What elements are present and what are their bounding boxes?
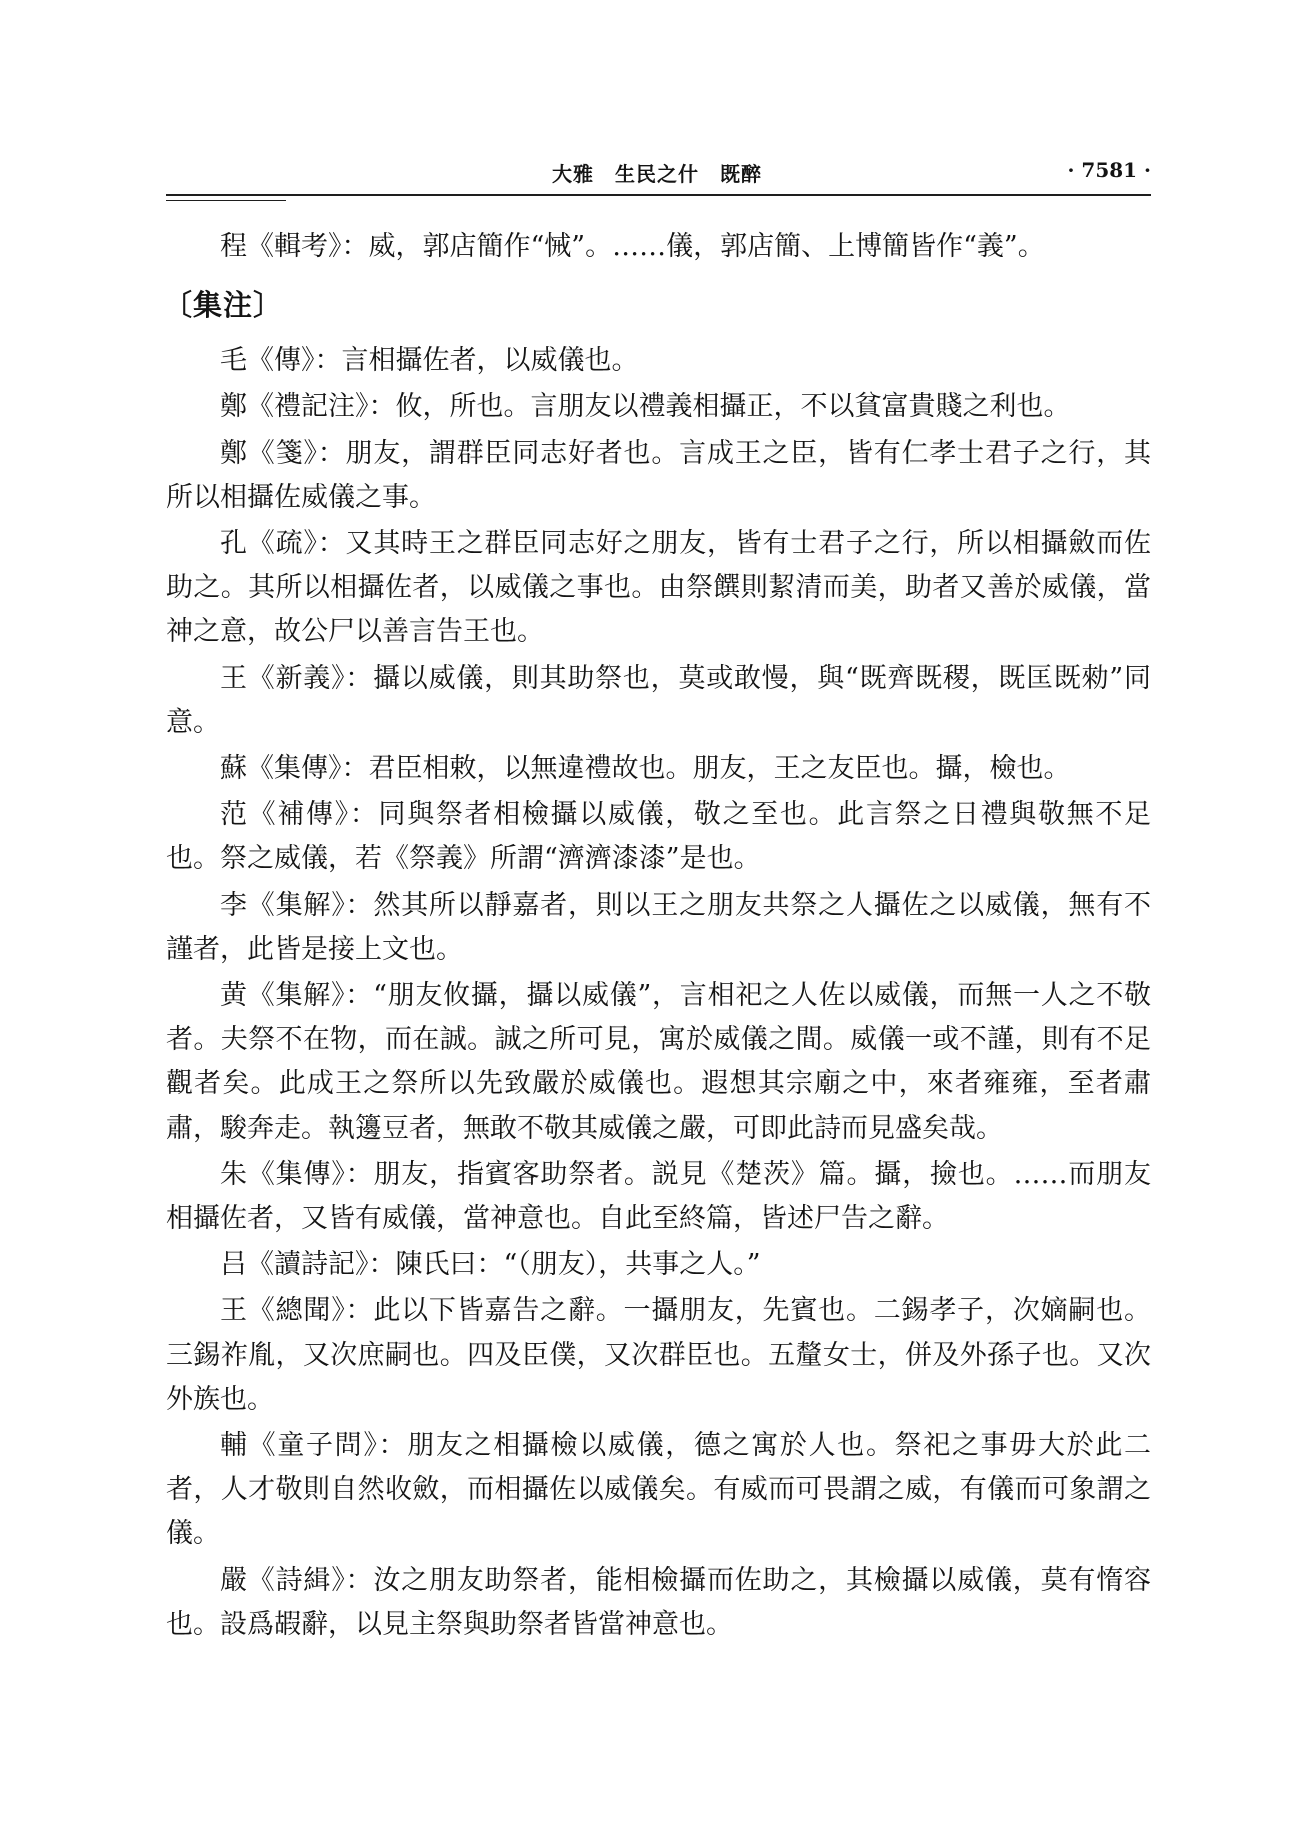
running-header-title: 大雅 生民之什 既醉 [552,162,762,186]
section-heading: 〔集注〕 [163,288,284,323]
intro-paragraph: 程《輯考》：威，郭店簡作“悈”。……儀，郭店簡、上博簡皆作“義”。 [220,231,1045,262]
commentary-paragraph-lv-dushiji: 吕《讀詩記》：陳氏曰：“（朋友），共事之人。” [220,1249,761,1281]
commentary-paragraph-fan-buzhuan: 范《補傳》：同與祭者相檢攝以威儀，敬之至也。此言祭之日禮與敬無不足也。祭之威儀，若《祭義》所謂“濟濟漆漆”是也。 [166,799,1151,875]
commentary-paragraph-yan-shiji: 嚴《詩緝》：汝之朋友助祭者，能相檢攝而佐助之，其檢攝以威儀，莫有惰容也。設爲嘏辭，以見主祭與助祭者皆當神意也。 [166,1564,1151,1640]
commentary-paragraph-li-jijie: 李《集解》：然其所以靜嘉者，則以王之朋友共祭之人攝佐之以威儀，無有不謹者，此皆是接上文也。 [166,889,1151,965]
header-rule [166,194,1151,196]
commentary-paragraph-wang-zongwen: 王《總聞》：此以下皆嘉告之辭。一攝朋友，先賓也。二錫孝子，次嫡嗣也。三錫祚胤，又次庶嗣也。四及臣僕，又次群臣也。五釐女士，併及外孫子也。又次外族也。 [166,1295,1151,1415]
commentary-paragraph-su-jizhuan: 蘇《集傳》：君臣相敕，以無違禮故也。朋友，王之友臣也。攝，檢也。 [220,753,1071,785]
page-header [166,158,1151,208]
header-rule-thin [166,200,286,201]
commentary-paragraph-huang-jijie: 黄《集解》：“朋友攸攝，攝以威儀”，言相祀之人佐以威儀，而無一人之不敬者。夫祭不在物，而在誠。誠之所可見，寓於威儀之間。威儀一或不謹，則有不足觀者矣。此成王之祭所以先致嚴於威儀也。遐想其宗廟之中，來者雍雍，至者肅肅，駿奔走。執籩豆者，無敢不敬其威儀之嚴，可即此詩而見盛矣哉。 [166,980,1151,1144]
commentary-paragraph-mao-zhuan: 毛《傳》：言相攝佐者，以威儀也。 [220,345,639,377]
commentary-paragraph-zheng-jian: 鄭《箋》：朋友，謂群臣同志好者也。言成王之臣，皆有仁孝士君子之行，其所以相攝佐威儀之事。 [166,437,1151,513]
commentary-paragraph-kong-shu: 孔《疏》：又其時王之群臣同志好之朋友，皆有士君子之行，所以相攝斂而佐助之。其所以相攝佐者，以威儀之事也。由祭饌則絜清而美，助者又善於威儀，當神之意，故公尸以善言告王也。 [166,528,1151,648]
commentary-paragraph-fu-tongziwen: 輔《童子問》：朋友之相攝檢以威儀，德之寓於人也。祭祀之事毋大於此二者，人才敬則自然收斂，而相攝佐以威儀矣。有威而可畏謂之威，有儀而可象謂之儀。 [166,1430,1151,1550]
page-content [163,225,1151,1649]
commentary-paragraph-wang-xinyi: 王《新義》：攝以威儀，則其助祭也，莫或敢慢，與“既齊既稷，既匡既勑”同意。 [166,662,1151,738]
commentary-paragraph-zheng-liji-zhu: 鄭《禮記注》：攸，所也。言朋友以禮義相攝正，不以貧富貴賤之利也。 [220,391,1071,423]
page-number: · 7581 · [1067,158,1151,182]
commentary-paragraph-zhu-jizhuan: 朱《集傳》：朋友，指賓客助祭者。説見《楚茨》篇。攝，撿也。……而朋友相攝佐者，又皆有威儀，當神意也。自此至終篇，皆述尸告之辭。 [166,1158,1151,1235]
